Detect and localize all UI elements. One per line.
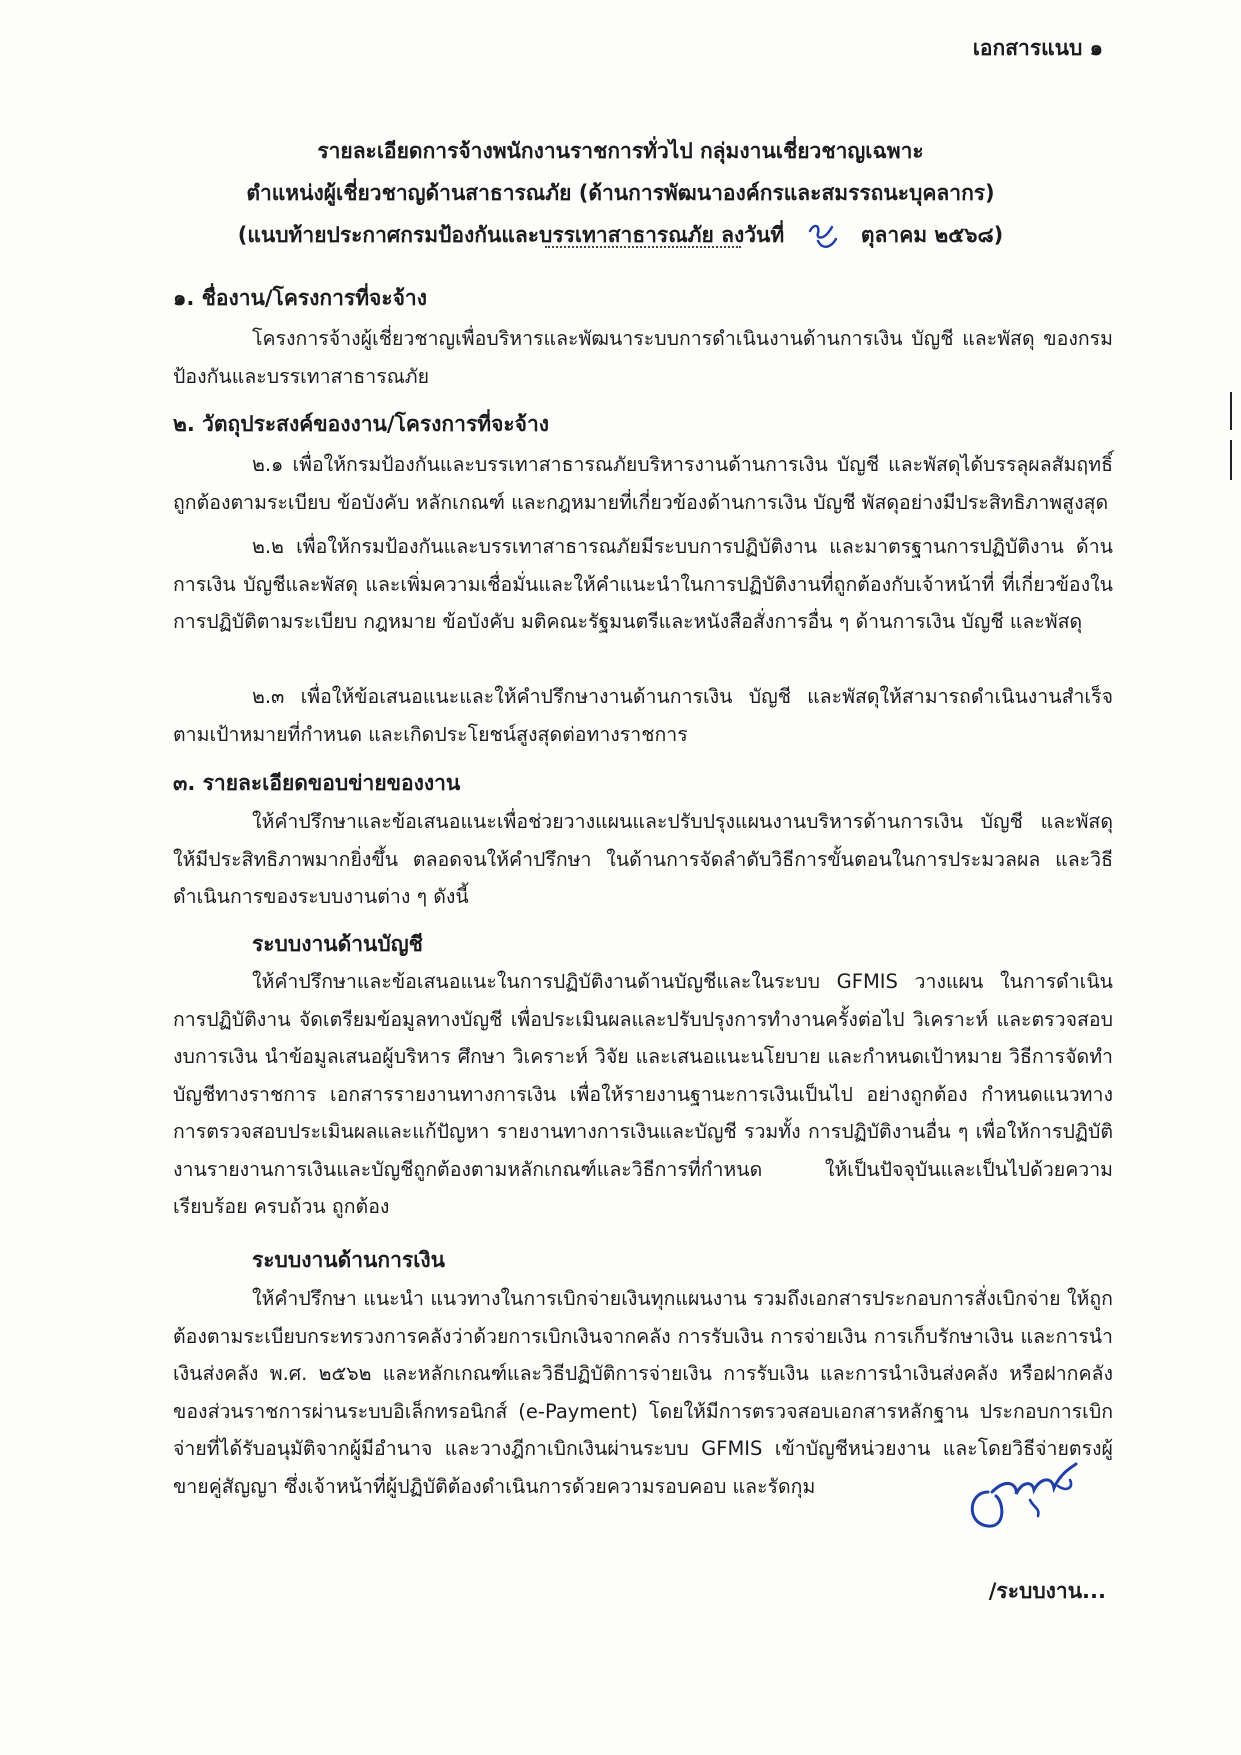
annex-label: เอกสารแนบ ๑ [972, 36, 1103, 60]
handwritten-signature [958, 1452, 1086, 1540]
title-line-3 [150, 214, 1091, 256]
section-3-heading: ๓. รายละเอียดขอบข่ายของงาน [173, 771, 461, 795]
finance-system-heading: ระบบงานด้านการเงิน [252, 1248, 445, 1272]
accounting-system-paragraph: ให้คำปรึกษาและข้อเสนอแนะในการปฏิบัติงานด้านบัญชีและในระบบ GFMIS วางแผน ในการดำเนินการปฏิบัติงาน จัดเตรียมข้อมูลทางบัญชี เพื่อประเมินผลและปรับปรุงการทำงานครั้งต่อไป วิเคราะห์ และตรวจสอบงบการเงิน นำข้อมูลเสนอผู้บริหาร ศึกษา วิเคราะห์ วิจัย และเสนอแนะนโยบาย และกำหนดเป้าหมาย วิธีการจัดทำบัญชีทางราชการ เอกสารรายงานทางการเงิน เพื่อให้รายงานฐานะการเงินเป็นไป อย่างถูกต้อง กำหนดแนวทางการตรวจสอบประเมินผลและแก้ปัญหา รายงานทางการเงินและบัญชี รวมทั้ง การปฏิบัติงานอื่น ๆ เพื่อให้การปฏิบัติงานรายงานการเงินและบัญชีถูกต้องตามหลักเกณฑ์และวิธีการที่กำหนด ให้เป็นปัจจุบันและเป็นไปด้วยความเรียบร้อย ครบถ้วน ถูกต้อง [173, 970, 1113, 1218]
section-3-paragraph: ให้คำปรึกษาและข้อเสนอแนะเพื่อช่วยวางแผนและปรับปรุงแผนงานบริหารด้านการเงิน บัญชี และพัสดุ ให้มีประสิทธิภาพมากยิ่งขึ้น ตลอดจนให้คำปรึกษา ในด้านการจัดลำดับวิธีการขั้นตอนในการประมวลผล และวิธีดำเนินการของระบบงานต่าง ๆ ดังนี้ [173, 810, 1113, 908]
accounting-system-heading: ระบบงานด้านบัญชี [252, 932, 423, 956]
section-2-item-2: ๒.๒ เพื่อให้กรมป้องกันและบรรเทาสาธารณภัยมีระบบการปฏิบัติงาน และมาตรฐานการปฏิบัติงาน ด้านการเงิน บัญชีและพัสดุ และเพิ่มความเชื่อมั่นและให้คำแนะนำในการปฏิบัติงานที่ถูกต้องกับเจ้าหน้าที่ ที่เกี่ยวข้องในการปฏิบัติตามระเบียบ กฎหมาย ข้อบังคับ มติคณะรัฐมนตรีและหนังสือสั่งการอื่น ๆ ด้านการเงิน บัญชี และพัสดุ [173, 535, 1113, 633]
section-2-item-1: ๒.๑ เพื่อให้กรมป้องกันและบรรเทาสาธารณภัยบริหารงานด้านการเงิน บัญชี และพัสดุได้บรรลุผลสัมฤทธิ์ ถูกต้องตามระเบียบ ข้อบังคับ หลักเกณฑ์ และกฎหมายที่เกี่ยวข้องด้านการเงิน บัญชี พัสดุอย่างมีประสิทธิภาพสูงสุด [173, 453, 1113, 514]
section-2-item-3: ๒.๓ เพื่อให้ข้อเสนอแนะและให้คำปรึกษางานด้านการเงิน บัญชี และพัสดุให้สามารถดำเนินงานสำเร็จ ตามเป้าหมายที่กำหนด และเกิดประโยชน์สูงสุดต่อทางราชการ [173, 685, 1113, 746]
document-title [150, 130, 1091, 256]
handwritten-day-mark [806, 219, 840, 253]
continuation-marker: /ระบบงาน... [988, 1579, 1106, 1603]
scan-edge-mark [1230, 392, 1232, 430]
scan-edge-mark [1230, 440, 1232, 480]
dotted-separator [545, 246, 741, 248]
finance-system-paragraph: ให้คำปรึกษา แนะนำ แนวทางในการเบิกจ่ายเงินทุกแผนงาน รวมถึงเอกสารประกอบการสั่งเบิกจ่าย ให้ถูกต้องตามระเบียบกระทรวงการคลังว่าด้วยการเบิกเงินจากคลัง การรับเงิน การจ่ายเงิน การเก็บรักษาเงิน และการนำเงินส่งคลัง พ.ศ. ๒๕๖๒ และหลักเกณฑ์และวิธีปฏิบัติการจ่ายเงิน การรับเงิน และการนำเงินส่งคลัง หรือฝากคลังของส่วนราชการผ่านระบบอิเล็กทรอนิกส์ (e-Payment) โดยให้มีการตรวจสอบเอกสารหลักฐาน ประกอบการเบิกจ่ายที่ได้รับอนุมัติจากผู้มีอำนาจ และวางฎีกาเบิกเงินผ่านระบบ GFMIS เข้าบัญชีหน่วยงาน และโดยวิธีจ่ายตรงผู้ขายคู่สัญญา ซึ่งเจ้าหน้าที่ผู้ปฏิบัติต้องดำเนินการด้วยความรอบคอบ และรัดกุม [173, 1287, 1113, 1498]
section-2-heading: ๒. วัตถุประสงค์ของงาน/โครงการที่จะจ้าง [173, 412, 550, 436]
section-1-paragraph: โครงการจ้างผู้เชี่ยวชาญเพื่อบริหารและพัฒนาระบบการดำเนินงานด้านการเงิน บัญชี และพัสดุ ของกรมป้องกันและบรรเทาสาธารณภัย [173, 327, 1113, 388]
title-line-1: รายละเอียดการจ้างพนักงานราชการทั่วไป กลุ่มงานเชี่ยวชาญเฉพาะ [317, 139, 924, 163]
title-line-2: ตำแหน่งผู้เชี่ยวชาญด้านสาธารณภัย (ด้านการพัฒนาองค์กรและสมรรถนะบุคลากร) [246, 181, 995, 205]
title-line-3-prefix: (แนบท้ายประกาศกรมป้องกันและบรรเทาสาธารณภัย ลงวันที่ [237, 223, 785, 247]
section-1-heading: ๑. ชื่องาน/โครงการที่จะจ้าง [173, 286, 427, 310]
title-line-3-suffix: ตุลาคม ๒๕๖๘) [860, 223, 1004, 247]
